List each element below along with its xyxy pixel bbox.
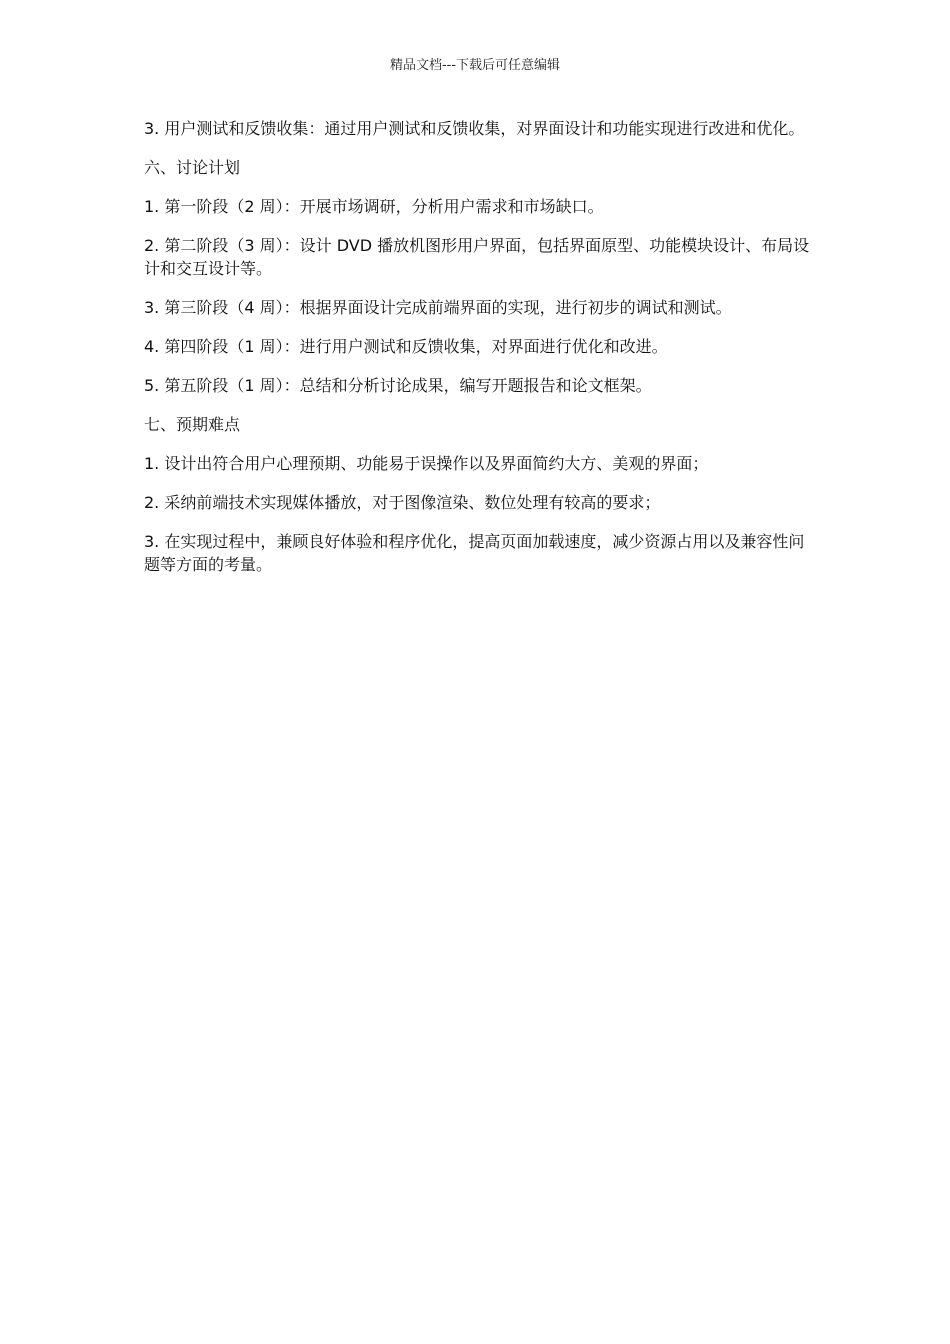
document-body — [144, 117, 820, 592]
list-item: 3. 第三阶段（4 周）：根据界面设计完成前端界面的实现，进行初步的调试和测试。 — [144, 298, 732, 317]
list-item: 4. 第四阶段（1 周）：进行用户测试和反馈收集，对界面进行优化和改进。 — [144, 337, 668, 356]
list-item: 1. 第一阶段（2 周）：开展市场调研，分析用户需求和市场缺口。 — [144, 197, 604, 216]
section-heading: 七、预期难点 — [144, 415, 241, 434]
list-item: 5. 第五阶段（1 周）：总结和分析讨论成果，编写开题报告和论文框架。 — [144, 376, 652, 395]
list-item: 2. 第二阶段（3 周）：设计 DVD 播放机图形用户界面，包括界面原型、功能模块设计、布局设计和交互设计等。 — [144, 236, 810, 278]
list-item: 3. 在实现过程中，兼顾良好体验和程序优化，提高页面加载速度，减少资源占用以及兼容性问题等方面的考量。 — [144, 532, 805, 574]
page-header: 精品文档---下载后可任意编辑 — [389, 58, 561, 73]
list-item: 1. 设计出符合用户心理预期、功能易于误操作以及界面简约大方、美观的界面； — [144, 454, 709, 473]
list-item: 3. 用户测试和反馈收集：通过用户测试和反馈收集，对界面设计和功能实现进行改进和优化。 — [144, 119, 805, 138]
list-item: 2. 采纳前端技术实现媒体播放，对于图像渲染、数位处理有较高的要求； — [144, 493, 661, 512]
section-heading: 六、讨论计划 — [144, 158, 241, 177]
